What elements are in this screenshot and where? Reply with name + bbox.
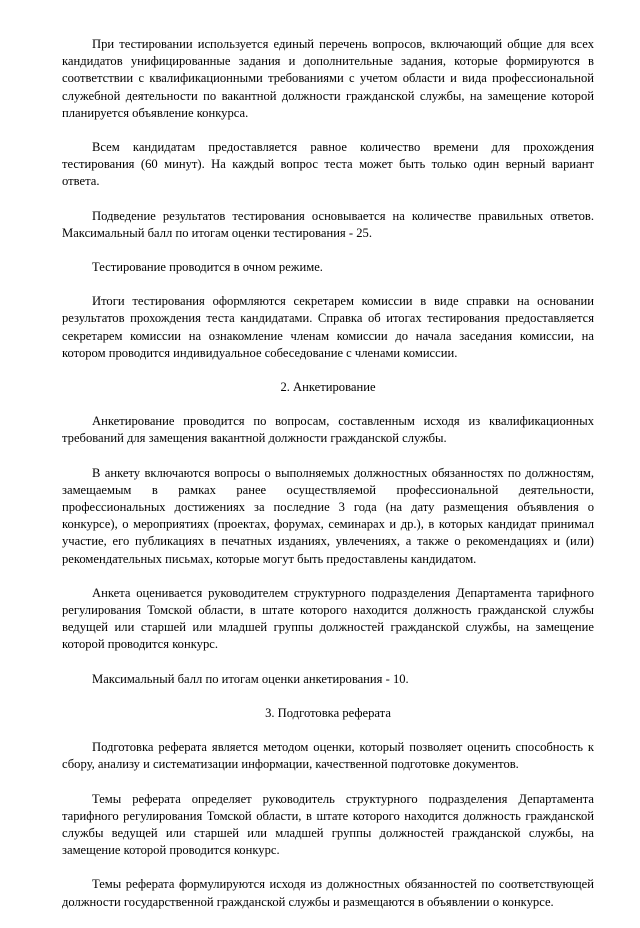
paragraph-testing-results: Подведение результатов тестирования основывается на количестве правильных ответов. Максимальный балл по итогам оценки тестирования - 25. (62, 208, 594, 240)
paragraph-essay-topics: Темы реферата определяет руководитель структурного подразделения Департамента тарифного регулирования Томской области, в штате которого находится должность гражданской службы ведущей или старшей или младшей группы должностей гражданской службы, на замещение которой проводится конкурс. (62, 791, 594, 858)
paragraph-testing-summary: Итоги тестирования оформляются секретарем комиссии в виде справки на основании результатов прохождения теста кандидатами. Справка об итогах тестирования предоставляется секретарем комиссии на ознакомление членам комиссии до начала заседания комиссии, на котором проводится индивидуальное собеседование с членами комиссии. (62, 294, 594, 360)
paragraph-testing-time: Всем кандидатам предоставляется равное количество времени для прохождения тестирования (60 минут). На каждый вопрос теста может быть только один верный вариант ответа. (62, 140, 594, 189)
paragraph-essay-formulation: Темы реферата формулируются исходя из должностных обязанностей по соответствующей должности государственной гражданской службы и размещаются в объявлении о конкурсе. (62, 877, 594, 909)
section-heading-essay: 3. Подготовка реферата (265, 705, 391, 720)
paragraph-testing-mode: Тестирование проводится в очном режиме. (92, 260, 323, 275)
paragraph-questionnaire-content: В анкету включаются вопросы о выполняемых должностных обязанностях по должностям, замещаемым в рамках ранее осуществляемой профессиональной деятельности, профессиональных достижениях за последние 3 года (на дату размещения объявления о конкурсе), о мероприятиях (проектах, форумах, семинарах и др.), в которых кандидат принимал участие, его публикациях в печатных изданиях, увлечениях, а также о рекомендациях и (или) рекомендательных письмах, которые могут быть предоставлены кандидатом. (62, 465, 594, 566)
document-page (62, 36, 594, 928)
section-heading-questionnaire: 2. Анкетирование (280, 380, 376, 395)
paragraph-questionnaire-basis: Анкетирование проводится по вопросам, составленным исходя из квалификационных требований для замещения вакантной должности гражданской службы. (62, 414, 594, 446)
paragraph-questionnaire-evaluation: Анкета оценивается руководителем структурного подразделения Департамента тарифного регулирования Томской области, в штате которого находится должность гражданской службы ведущей или старшей или младшей группы должностей гражданской службы, на замещение которой проводится конкурс. (62, 585, 594, 652)
paragraph-questionnaire-max-score: Максимальный балл по итогам оценки анкетирования - 10. (92, 671, 409, 686)
paragraph-essay-method: Подготовка реферата является методом оценки, который позволяет оценить способность к сбору, анализу и систематизации информации, качественной подготовке документов. (62, 740, 594, 772)
paragraph-testing-questions: При тестировании используется единый перечень вопросов, включающий общие для всех кандидатов унифицированные задания и дополнительные задания, которые формируются в соответствии с квалификационными требованиями с учетом области и вида профессиональной служебной деятельности по вакантной должности гражданской службы, на замещение которой планируется объявление конкурса. (62, 37, 594, 120)
